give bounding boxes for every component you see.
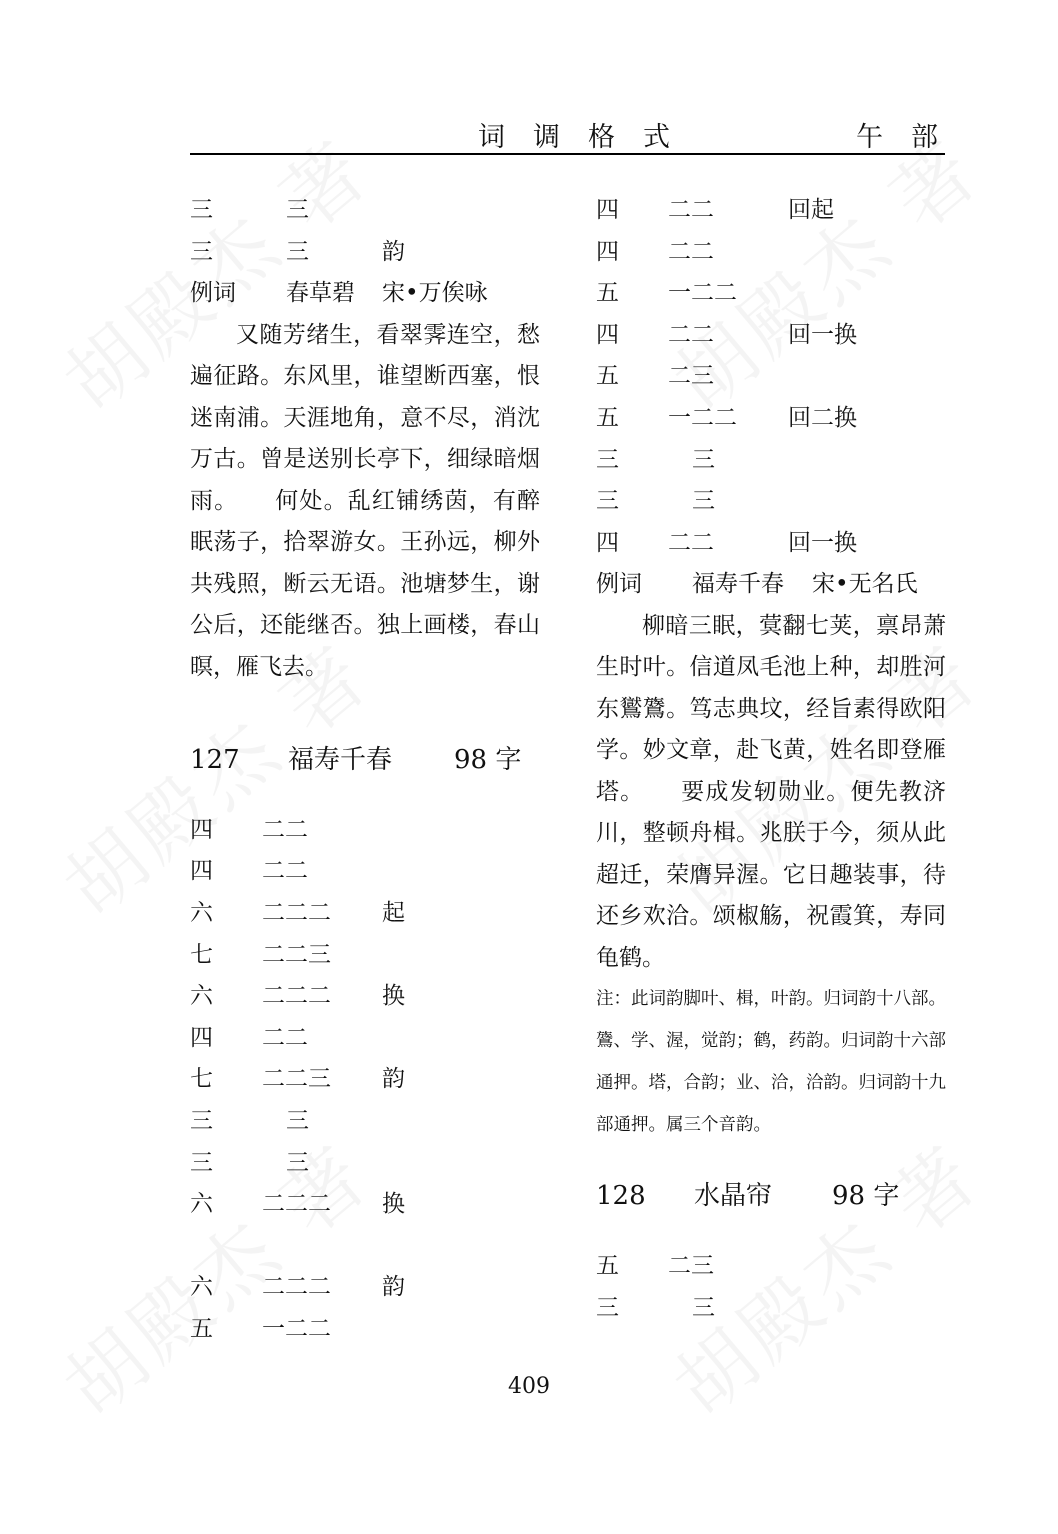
section-count: 98 字 xyxy=(454,744,522,775)
section-name: 福寿千春 xyxy=(288,744,393,775)
example-tune: 福寿千春 xyxy=(692,571,784,598)
example-author: 宋•万俟咏 xyxy=(382,280,488,307)
example-header xyxy=(190,273,540,315)
example-poem: 柳暗三眠，蓂翻七荚，禀昂萧生时叶。信道凤毛池上种，却胜河东鸑鷟。笃志典坟，经旨素得欧阳学。妙文章，赴飞黄，姓名即登雁塔。 要成发轫勋业。便先教济川，整顿舟楫。兆朕于今，须从此超迁，荣膺异渥。它日趣装事，待还乡欢洽。颂椒觞，祝霞箕，寿同龟鹤。 xyxy=(596,612,946,971)
section-count: 98 字 xyxy=(832,1181,900,1212)
left-column xyxy=(190,190,540,1351)
page-header-title: 词调格式 xyxy=(478,122,698,153)
pattern-line: 三 三 韵 xyxy=(190,238,405,265)
right-pattern-top: 四 二二 回起 四 二二 五 一二二 四 二二 回一换 五 二三 五 一二二 回二换 三 三 三 三 四 二二 回一换 xyxy=(596,197,857,556)
section-number: 128 xyxy=(596,1181,646,1212)
pattern-127-stanza-2: 六 二二二 韵 五 一二二 xyxy=(190,1274,405,1342)
pattern-128: 五 二三 三 三 xyxy=(596,1253,715,1321)
example-label: 例词 xyxy=(190,280,236,307)
pattern-line: 三 三 xyxy=(190,197,309,223)
example-tune: 春草碧 xyxy=(286,280,355,307)
left-pattern-top xyxy=(190,190,540,273)
page-header-section: 午部 xyxy=(856,122,966,153)
section-name: 水晶帘 xyxy=(694,1181,773,1212)
page-number: 409 xyxy=(508,1374,550,1399)
rhyme-note: 注：此词韵脚叶、楫，叶韵。归词韵十八部。鷟、学、渥，觉韵；鹤，药韵。归词韵十六部通押。塔，合韵；业、洽，洽韵。归词韵十九部通押。属三个音韵。 xyxy=(596,989,946,1135)
example-label: 例词 xyxy=(596,571,642,598)
pattern-127-stanza-1: 四 二二 四 二二 六 二二二 起 七 二二三 六 二二二 换 四 二二 七 二二三 韵 三 三 三 三 六 二二二 换 xyxy=(190,816,405,1218)
example-header xyxy=(596,564,946,606)
section-title-128 xyxy=(596,1166,946,1246)
header-rule xyxy=(190,153,945,155)
section-number: 127 xyxy=(190,744,240,775)
example-author: 宋•无名氏 xyxy=(812,571,918,598)
example-poem: 又随芳绪生，看翠霁连空，愁遍征路。东风里，谁望断西塞，恨迷南浦。天涯地角，意不尽，消沈万古。曾是送别长亭下，细绿暗烟雨。 何处。乱红铺绣茵，有醉眠荡子，拾翠游女。王孙远，柳外共残照，断云无语。池塘梦生，谢公后，还能继否。独上画楼，春山暝，雁飞去。 xyxy=(190,321,540,680)
section-title-127 xyxy=(190,730,540,810)
right-column xyxy=(596,190,946,1329)
